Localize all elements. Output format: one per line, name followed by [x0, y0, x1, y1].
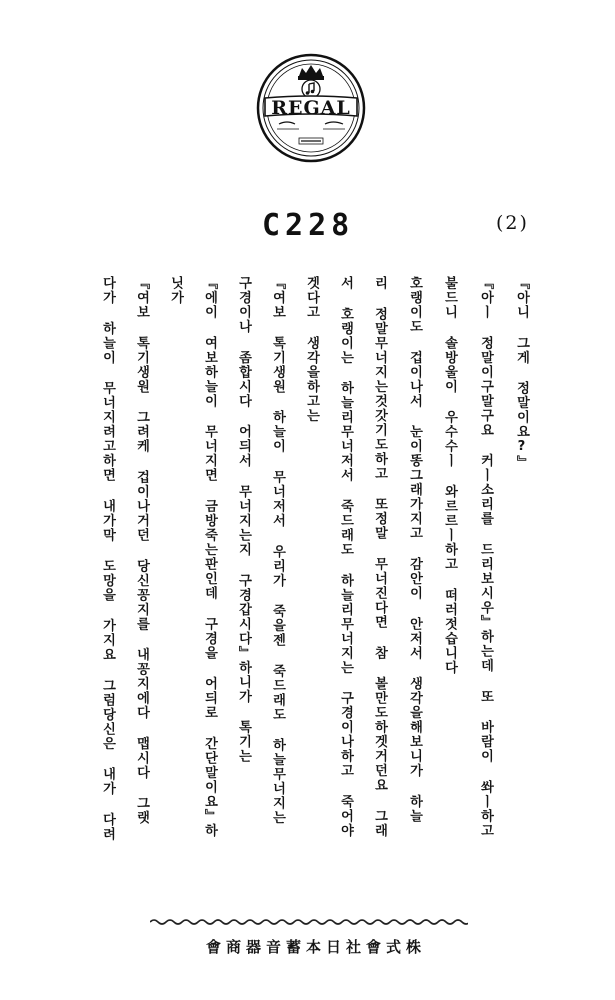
lyrics-column: 닛가 [168, 276, 183, 305]
regal-logo-emblem [255, 52, 367, 164]
lyrics-column: 『여보 톡기생원 하늘이 무너저서 우리가 죽을젠 죽드래도 하늘무너지는 [270, 276, 285, 826]
lyrics-text-block [88, 276, 536, 912]
regal-record-logo [255, 52, 367, 164]
lyrics-column: 호랭이도 겁이나서 눈이똥그래가지고 감안이 안저서 생각을해보니가 하늘 [407, 276, 422, 824]
regal-brand-text: REGAL [271, 97, 351, 119]
lyrics-column: 구경이나 좀합시다 어듸서 무너지는지 구경갑시다』하니가 톡기는 [236, 276, 251, 764]
lyrics-column: 『에이 여보하늘이 무너지면 금방죽는판인데 구경을 어듸로 간단말이요』하 [202, 276, 217, 838]
decorative-wavy-rule [150, 917, 468, 927]
lyrics-column: 『여보 톡기생원 그려케 겁이나거던 당신꽁지를 내꽁지에다 맵시다 그랫 [134, 276, 149, 826]
lyrics-column: 서 호랭이는 하늘리무너저서 죽드래도 하늘리무너지는 구경이나하고 죽어야 [338, 276, 353, 838]
page-number: (2) [496, 212, 529, 234]
catalog-number: C228 [262, 208, 355, 243]
publisher-footer: 會商器音蓄本日社會式株 [205, 938, 426, 956]
lyrics-column: 『아니 그게 정말이요?』 [514, 276, 529, 470]
lyrics-column: 리 정말무너지는것갓기도하고 또정말 무너진다면 참 볼만도하겟거던요 그래 [372, 276, 387, 838]
lyrics-column: 『아ㅣ 정말이구말구요 커ㅣ소리를 드리보시우』하는데 또 바람이 쏴ㅣ하고 [478, 276, 493, 838]
lyrics-column: 불드니 솔방울이 우수수ㅣ 와르르ㅣ하고 떠러젓습니다 [442, 276, 457, 675]
lyrics-column: 겟다고 생각을하고는 [304, 276, 319, 423]
lyrics-column: 다가 하늘이 무너지려고하면 내가막 도망을 가지요 그럼당신은 내가 다려 [100, 276, 115, 842]
